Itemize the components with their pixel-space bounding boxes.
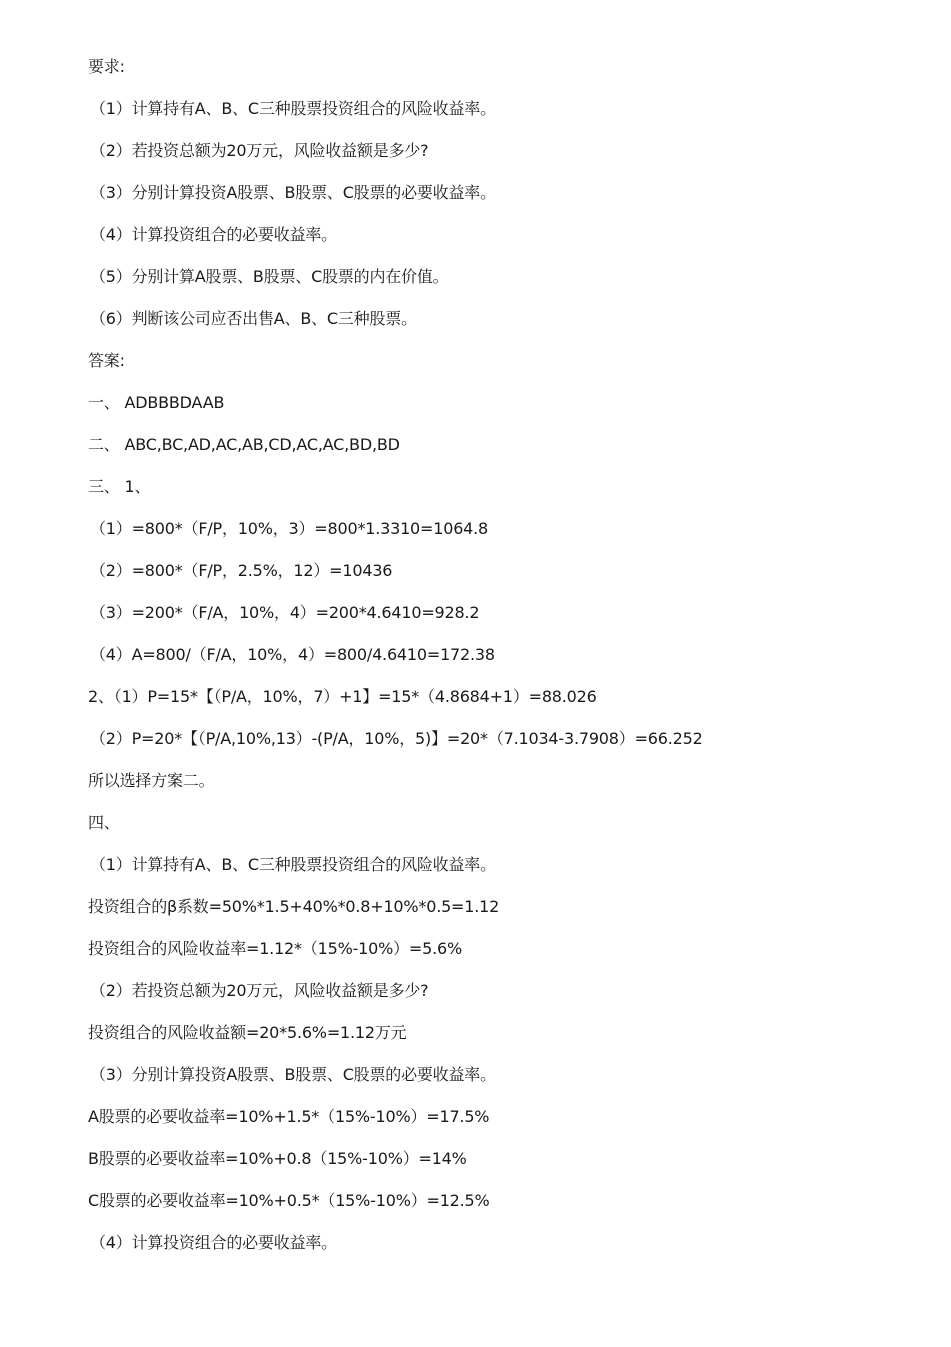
requirements-heading: 要求: (88, 57, 125, 76)
calc-line: （2）P=20*【（P/A,10%,13）-(P/A，10%，5)】=20*（7.1034-3.7908）=66.252 (90, 729, 703, 748)
calc-line: B股票的必要收益率=10%+0.8（15%-10%）=14% (88, 1149, 467, 1168)
calc-line: （2）=800*（F/P，2.5%，12）=10436 (90, 561, 393, 580)
answer-section-3: 三、 1、 (88, 477, 151, 496)
sub-question: （2）若投资总额为20万元，风险收益额是多少? (90, 981, 429, 1000)
calc-line: （4）A=800/（F/A，10%，4）=800/4.6410=172.38 (90, 645, 495, 664)
calc-line: C股票的必要收益率=10%+0.5*（15%-10%）=12.5% (88, 1191, 490, 1210)
answers-heading: 答案: (88, 351, 125, 370)
sub-question: （4）计算投资组合的必要收益率。 (90, 1233, 337, 1252)
sub-question: （3）分别计算投资A股票、B股票、C股票的必要收益率。 (90, 1065, 496, 1084)
answer-section-4: 四、 (88, 813, 120, 832)
conclusion-text: 所以选择方案二。 (88, 771, 215, 790)
calc-line: 投资组合的风险收益额=20*5.6%=1.12万元 (88, 1023, 407, 1042)
requirement-1: （1）计算持有A、B、C三种股票投资组合的风险收益率。 (90, 99, 496, 118)
answer-section-2: 二、 ABC,BC,AD,AC,AB,CD,AC,AC,BD,BD (88, 435, 400, 454)
calc-line: 投资组合的风险收益率=1.12*（15%-10%）=5.6% (88, 939, 462, 958)
answer-section-1: 一、 ADBBBDAAB (88, 393, 225, 412)
calc-line: （1）=800*（F/P，10%，3）=800*1.3310=1064.8 (90, 519, 489, 538)
requirement-4: （4）计算投资组合的必要收益率。 (90, 225, 337, 244)
calc-line: 投资组合的β系数=50%*1.5+40%*0.8+10%*0.5=1.12 (88, 897, 500, 916)
calc-line: 2、（1）P=15*【（P/A，10%，7）+1】=15*（4.8684+1）=88.026 (88, 687, 597, 706)
requirement-2: （2）若投资总额为20万元，风险收益额是多少? (90, 141, 429, 160)
requirement-5: （5）分别计算A股票、B股票、C股票的内在价值。 (90, 267, 449, 286)
calc-line: A股票的必要收益率=10%+1.5*（15%-10%）=17.5% (88, 1107, 490, 1126)
requirement-6: （6）判断该公司应否出售A、B、C三种股票。 (90, 309, 417, 328)
requirement-3: （3）分别计算投资A股票、B股票、C股票的必要收益率。 (90, 183, 496, 202)
sub-question: （1）计算持有A、B、C三种股票投资组合的风险收益率。 (90, 855, 496, 874)
calc-line: （3）=200*（F/A，10%，4）=200*4.6410=928.2 (90, 603, 480, 622)
